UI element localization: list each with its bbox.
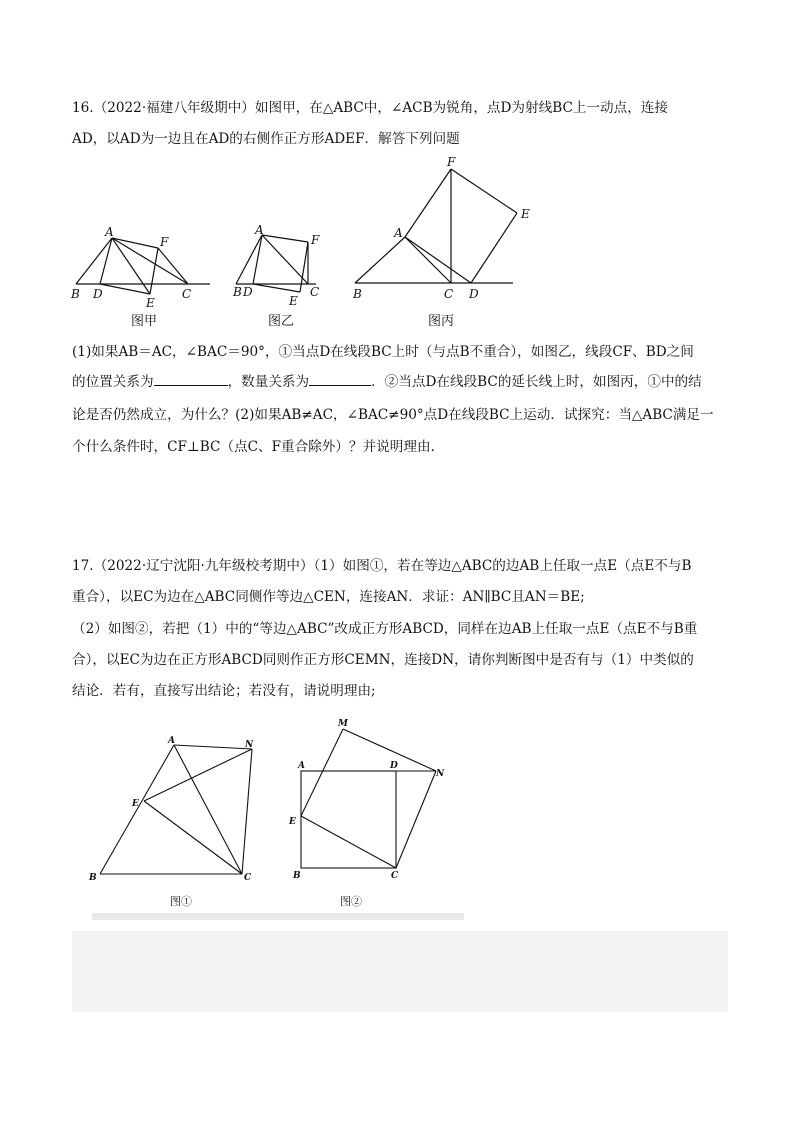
yi-label-E: E	[289, 294, 298, 308]
bing-label-B: B	[353, 287, 362, 301]
bing-label-D: D	[469, 287, 479, 301]
fig-label-bing: 图丙	[428, 314, 455, 329]
yi-label-D: D	[243, 285, 253, 299]
yi-label-A: A	[255, 223, 264, 237]
figure-yi	[228, 220, 338, 310]
f2-label-B: B	[293, 871, 301, 881]
q16-source: （2022·福建八年级期中）	[93, 100, 255, 116]
jia-label-E: E	[146, 296, 155, 310]
f1-label-C: C	[244, 873, 252, 883]
q16-part1-line4: 个什么条件时，CF⊥BC（点C、F重合除外）？并说明理由.	[72, 439, 435, 455]
jia-label-A: A	[105, 225, 114, 239]
figure-1	[86, 735, 266, 905]
q16-line2: AD，以AD为一边且在AD的右侧作正方形ADEF．解答下列问题	[72, 131, 460, 147]
f1-label-B: B	[89, 873, 97, 883]
jia-label-D: D	[93, 287, 103, 301]
q16-part1-line2	[72, 367, 732, 397]
answer-area	[72, 931, 728, 1012]
q16-line1	[72, 93, 732, 123]
fig-label-jia: 图甲	[131, 314, 158, 329]
bing-label-F: F	[447, 155, 456, 169]
q16-part1-line2a: 的位置关系为	[72, 374, 154, 390]
f2-label-N: N	[436, 769, 445, 779]
answer-blank-position[interactable]	[154, 371, 228, 386]
bing-label-A: A	[394, 226, 403, 240]
q17-line5: 结论．若有，直接写出结论；若没有，请说明理由;	[72, 683, 376, 699]
q17-line3: （2）如图②，若把（1）中的“等边△ABC”改成正方形ABCD，同样在边AB上任取一点E（点E不与B重	[72, 621, 698, 637]
answer-blank-quantity[interactable]	[309, 371, 371, 386]
f1-label-A: A	[168, 736, 175, 746]
q16-part1-line2b: ，数量关系为	[227, 374, 310, 390]
q17-line1	[72, 551, 732, 581]
q17-line4: 合），以EC为边在正方形ABCD同则作正方形CEMN，连接DN，请你判断图中是否有与（1）中类似的	[72, 652, 694, 668]
figure-bottom-strip	[92, 913, 464, 920]
fig-label-2: 图②	[340, 895, 362, 908]
q16-line1-text: 如图甲，在△ABC中，∠ACB为锐角，点D为射线BC上一动点，连接	[254, 100, 669, 116]
bing-label-C: C	[444, 287, 454, 301]
q17-source: （2022·辽宁沈阳·九年级校考期中）	[93, 558, 314, 574]
jia-label-F: F	[160, 235, 169, 249]
yi-label-C: C	[310, 285, 320, 299]
f2-label-A: A	[298, 761, 305, 771]
bing-label-E: E	[521, 207, 530, 221]
f2-label-M: M	[338, 719, 348, 729]
q16-part1-line3: 论是否仍然成立，为什么？(2)如果AB≠AC，∠BAC≠90°点D在线段BC上运动．试探究：当△ABC满足一	[72, 407, 714, 423]
q16-number: 16.	[72, 100, 94, 116]
f2-label-E: E	[289, 817, 296, 827]
figure-jia	[68, 220, 218, 310]
f2-label-D: D	[390, 761, 398, 771]
q17-number: 17.	[72, 558, 94, 574]
jia-label-C: C	[182, 287, 192, 301]
q16-part1-line2c: ．②当点D在线段BC的延长线上时，如图丙，①中的结	[371, 374, 702, 390]
yi-label-F: F	[311, 233, 320, 247]
q16-part1-line1: (1)如果AB＝AC，∠BAC＝90°，①当点D在线段BC上时（与点B不重合），如图乙，线段CF、BD之间	[72, 344, 694, 360]
figure-2	[288, 712, 453, 887]
f1-label-E: E	[132, 799, 139, 809]
f1-label-N: N	[245, 740, 254, 750]
jia-label-B: B	[71, 287, 80, 301]
q17-line2: 重合），以EC为边在△ABC同侧作等边△CEN，连接AN．求证：AN∥BC且AN＝BE;	[72, 589, 585, 605]
q17-line1-text: （1）如图①，若在等边△ABC的边AB上任取一点E（点E不与B	[313, 558, 692, 574]
yi-label-B: B	[233, 285, 242, 299]
fig-label-1: 图①	[170, 895, 192, 908]
fig-label-yi: 图乙	[268, 314, 295, 329]
f2-label-C: C	[391, 871, 399, 881]
figure-bing	[345, 155, 545, 305]
